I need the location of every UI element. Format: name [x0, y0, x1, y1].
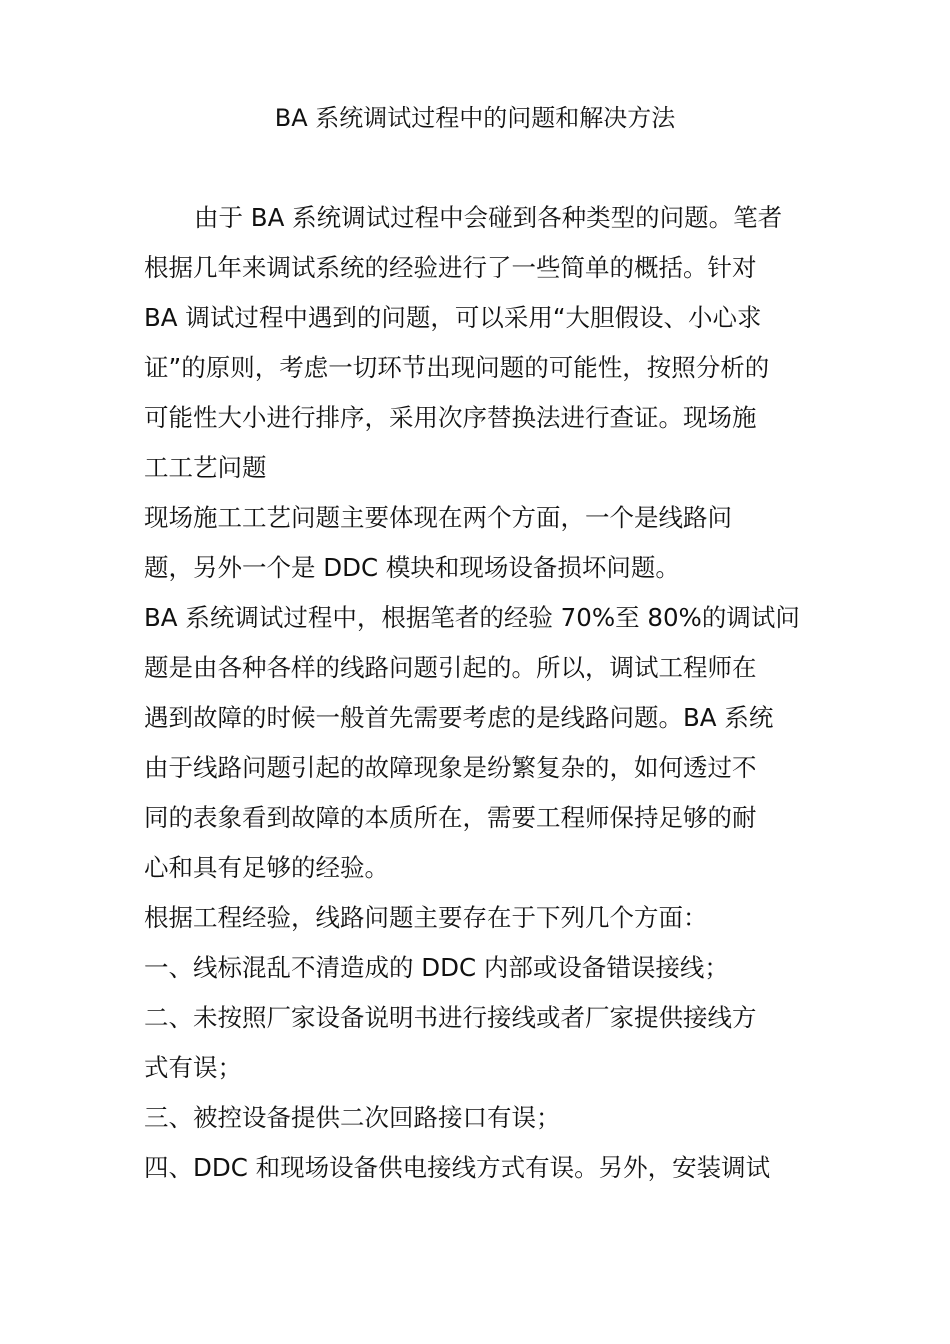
paragraph-line: 工工艺问题 — [144, 453, 267, 482]
paragraph-line: 现场施工工艺问题主要体现在两个方面，一个是线路问 — [144, 503, 732, 532]
paragraph-line: 题，另外一个是 DDC 模块和现场设备损坏问题。 — [144, 553, 680, 582]
document-title: BA 系统调试过程中的问题和解决方法 — [274, 104, 676, 132]
paragraph-line: 根据工程经验，线路问题主要存在于下列几个方面： — [144, 903, 708, 932]
paragraph-line: 由于 BA 系统调试过程中会碰到各种类型的问题。笔者 — [194, 203, 783, 232]
paragraph-line: 题是由各种各样的线路问题引起的。所以，调试工程师在 — [144, 653, 757, 682]
list-item-line: 四、DDC 和现场设备供电接线方式有误。另外，安装调试 — [144, 1153, 771, 1182]
paragraph-line: 同的表象看到故障的本质所在，需要工程师保持足够的耐 — [144, 803, 757, 832]
list-item-line: 式有误； — [144, 1053, 242, 1082]
paragraph-line: 由于线路问题引起的故障现象是纷繁复杂的，如何透过不 — [144, 753, 757, 782]
paragraph-line: BA 系统调试过程中，根据笔者的经验 70%至 80%的调试问 — [144, 603, 800, 632]
paragraph-line: BA 调试过程中遇到的问题，可以采用“大胆假设、小心求 — [144, 303, 762, 332]
document-body — [144, 193, 824, 1193]
list-item-line: 二、未按照厂家设备说明书进行接线或者厂家提供接线方 — [144, 1003, 757, 1032]
paragraph-line: 证”的原则，考虑一切环节出现问题的可能性，按照分析的 — [144, 353, 770, 382]
paragraph-line: 遇到故障的时候一般首先需要考虑的是线路问题。BA 系统 — [144, 703, 774, 732]
paragraph-line: 可能性大小进行排序，采用次序替换法进行查证。现场施 — [144, 403, 757, 432]
list-item-line: 三、被控设备提供二次回路接口有误； — [144, 1103, 561, 1132]
list-item-line: 一、线标混乱不清造成的 DDC 内部或设备错误接线； — [144, 953, 729, 982]
paragraph-line: 心和具有足够的经验。 — [144, 853, 389, 882]
paragraph-line: 根据几年来调试系统的经验进行了一些简单的概括。针对 — [144, 253, 757, 282]
